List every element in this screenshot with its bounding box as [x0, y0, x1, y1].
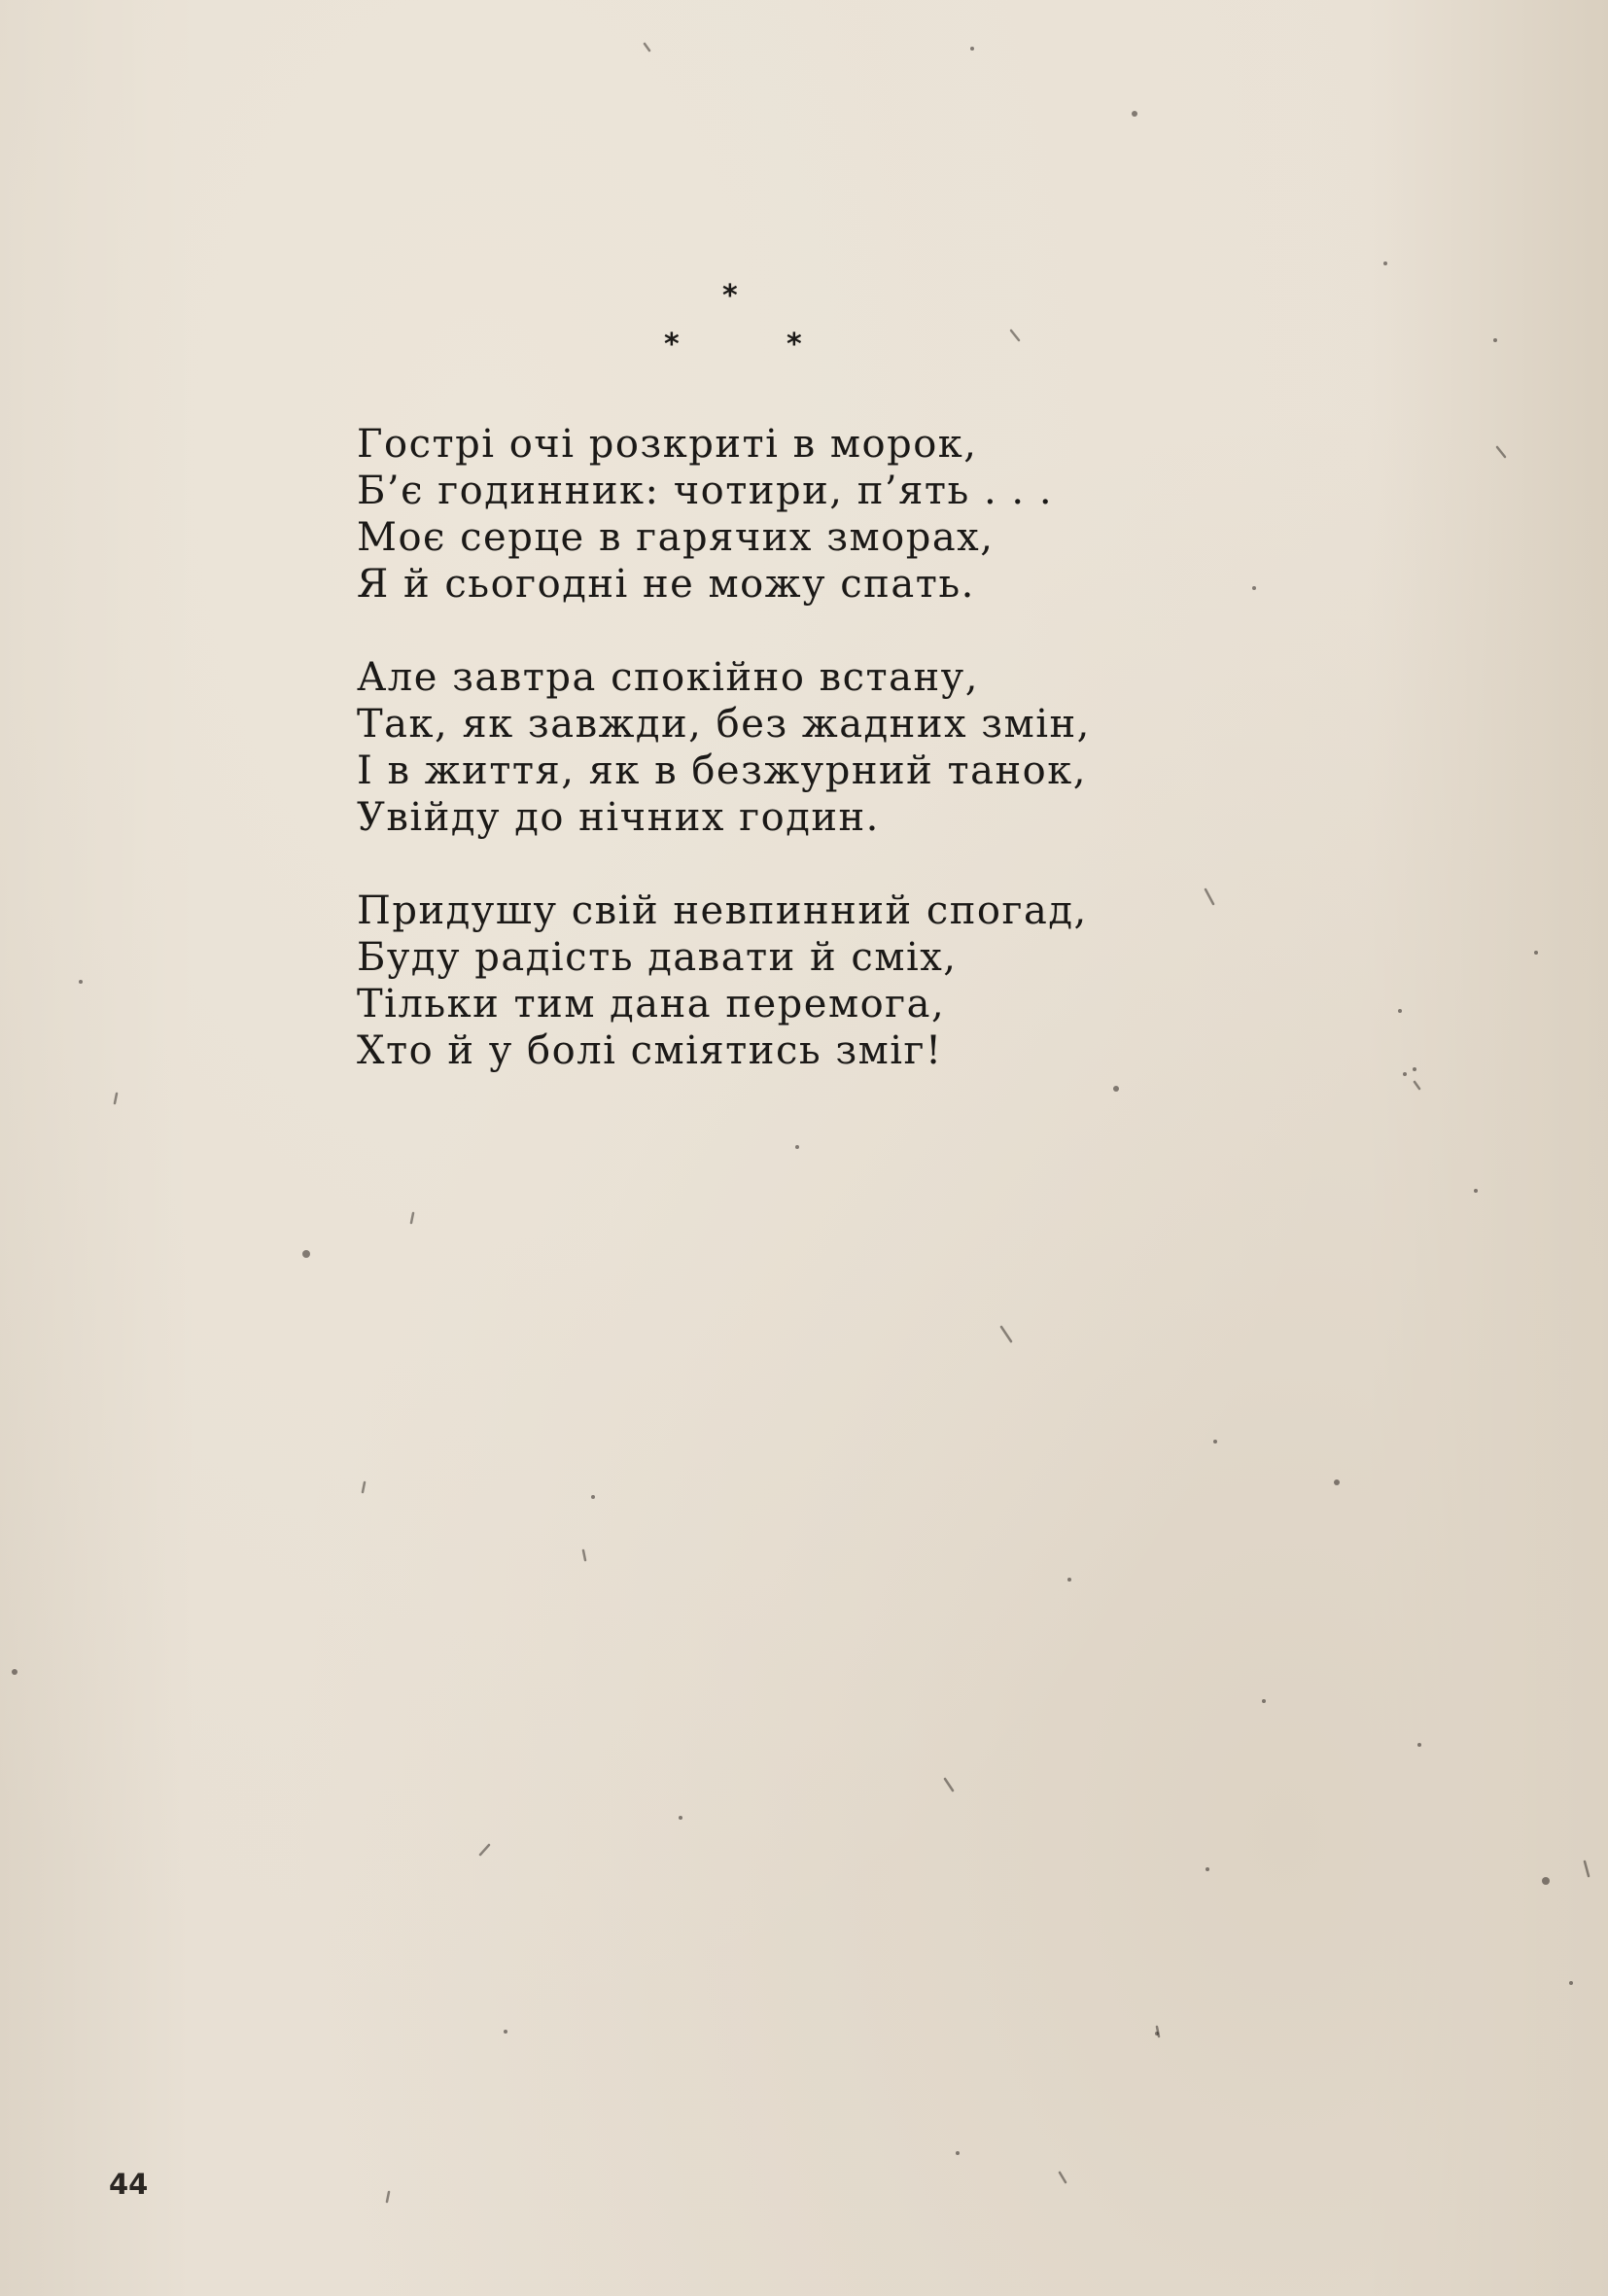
poem-line: Увійду до нічних годин. — [357, 795, 880, 840]
poem-line: Хто й у болі сміятись зміг! — [357, 1028, 943, 1073]
poem-line: Б’є годинник: чотири, п’ять . . . — [357, 469, 1054, 513]
stanza-2 — [357, 654, 1329, 841]
page-number: 44 — [109, 2168, 149, 2201]
poem-line: Гострі очі розкриті в морок, — [357, 422, 978, 467]
poem — [357, 421, 1329, 1121]
poem-line: Придушу свій невпинний спогад, — [357, 888, 1088, 933]
poem-line: І в життя, як в безжурний танок, — [357, 748, 1087, 793]
asterism — [0, 0, 1608, 389]
poem-line: Але завтра спокійно встану, — [357, 655, 979, 700]
asterism-star-top: * — [722, 279, 738, 313]
poem-line: Моє серце в гарячих зморах, — [357, 515, 995, 560]
poem-line: Тільки тим дана перемога, — [357, 982, 946, 1026]
poem-line: Я й сьогодні не можу спать. — [357, 562, 975, 607]
asterism-star-left: * — [664, 328, 680, 362]
stanza-3 — [357, 887, 1329, 1074]
stanza-1 — [357, 421, 1329, 608]
asterism-star-right: * — [787, 328, 802, 362]
poem-line: Так, як завжди, без жадних змін, — [357, 702, 1091, 747]
poem-line: Буду радість давати й сміх, — [357, 935, 958, 980]
